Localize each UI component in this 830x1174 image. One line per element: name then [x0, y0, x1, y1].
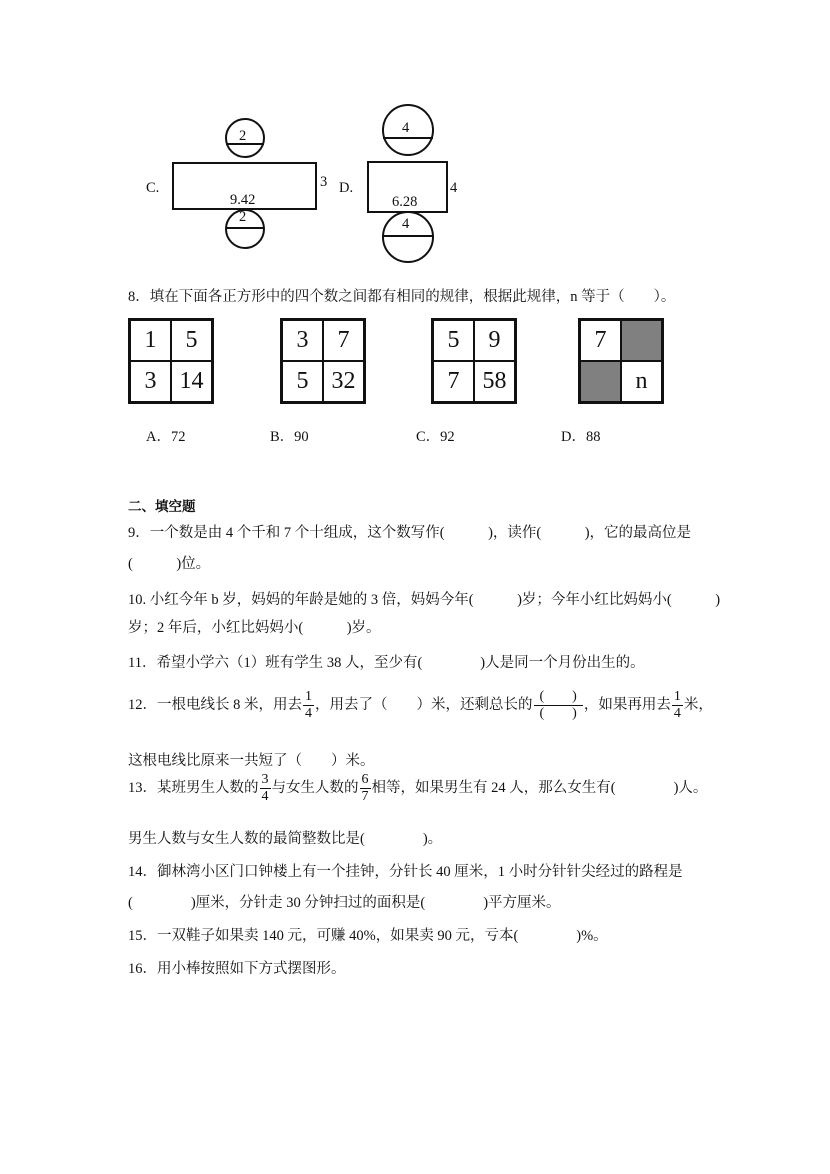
q8-option-a: A．72	[146, 429, 186, 445]
c-top-value: 2	[239, 128, 247, 144]
d-height: 4	[450, 180, 458, 196]
c-height: 3	[320, 174, 328, 190]
q9-line1: 9．一个数是由 4 个千和 7 个十组成，这个数写作( )，读作( )，它的最高位是	[128, 525, 692, 541]
q14-line2: ( )厘米，分针走 30 分钟扫过的面积是( )平方厘米。	[128, 895, 561, 911]
q8-text: 8．填在下面各正方形中的四个数之间都有相同的规律，根据此规律，n 等于（ ）。	[128, 289, 676, 305]
number-grid-2: 3 7 5 32	[280, 318, 366, 404]
option-c-label: C.	[146, 180, 160, 196]
q15: 15．一双鞋子如果卖 140 元，可赚 40%，如果卖 90 元，亏本( )%。	[128, 928, 608, 944]
c-bottom-value: 2	[239, 209, 247, 225]
q10-line2: 岁；2 年后，小红比妈妈小( )岁。	[128, 620, 381, 636]
q10-line1: 10. 小红今年 b 岁，妈妈的年龄是她的 3 倍，妈妈今年( )岁；今年小红比妈妈小( )	[128, 592, 721, 608]
q12-line1: 12．一根电线长 8 米，用去 $\frac{1}{4}$ ，用去了（ ）米，还剩总长的 $\frac{( )}{( )}$ ，如果再用去 $\frac{1}{4}$ 米，	[128, 689, 713, 721]
d-width: 6.28	[392, 194, 418, 210]
c-width: 9.42	[230, 192, 256, 208]
q8-option-c: C．92	[416, 429, 455, 445]
q13-line1: 13．某班男生人数的 $\frac{3}{4}$ 与女生人数的 $\frac{6}{7}$ 相等，如果男生有 24 人，那么女生有( )人。	[128, 772, 708, 804]
d-top-value: 4	[402, 120, 410, 136]
q16: 16．用小棒按照如下方式摆图形。	[128, 961, 346, 977]
d-bottom-value: 4	[402, 216, 410, 232]
q11: 11．希望小学六（1）班有学生 38 人，至少有( )人是同一个月份出生的。	[128, 655, 645, 671]
section-heading: 二、填空题	[128, 499, 196, 515]
q9-line2: ( )位。	[128, 556, 211, 572]
number-grid-3: 5 9 7 58	[431, 318, 517, 404]
number-grid-1: 1 5 3 14	[128, 318, 214, 404]
q8-option-d: D．88	[561, 429, 601, 445]
q14-line1: 14．御林湾小区门口钟楼上有一个挂钟，分针长 40 厘米，1 小时分针针尖经过的路程是	[128, 864, 683, 880]
number-grid-4: 7 n	[578, 318, 664, 404]
q12-line2: 这根电线比原来一共短了（ ）米。	[128, 753, 375, 769]
net-diagrams	[0, 0, 830, 300]
option-d-label: D.	[339, 180, 354, 196]
q8-option-b: B．90	[270, 429, 309, 445]
q13-line2: 男生人数与女生人数的最简整数比是( )。	[128, 831, 443, 847]
